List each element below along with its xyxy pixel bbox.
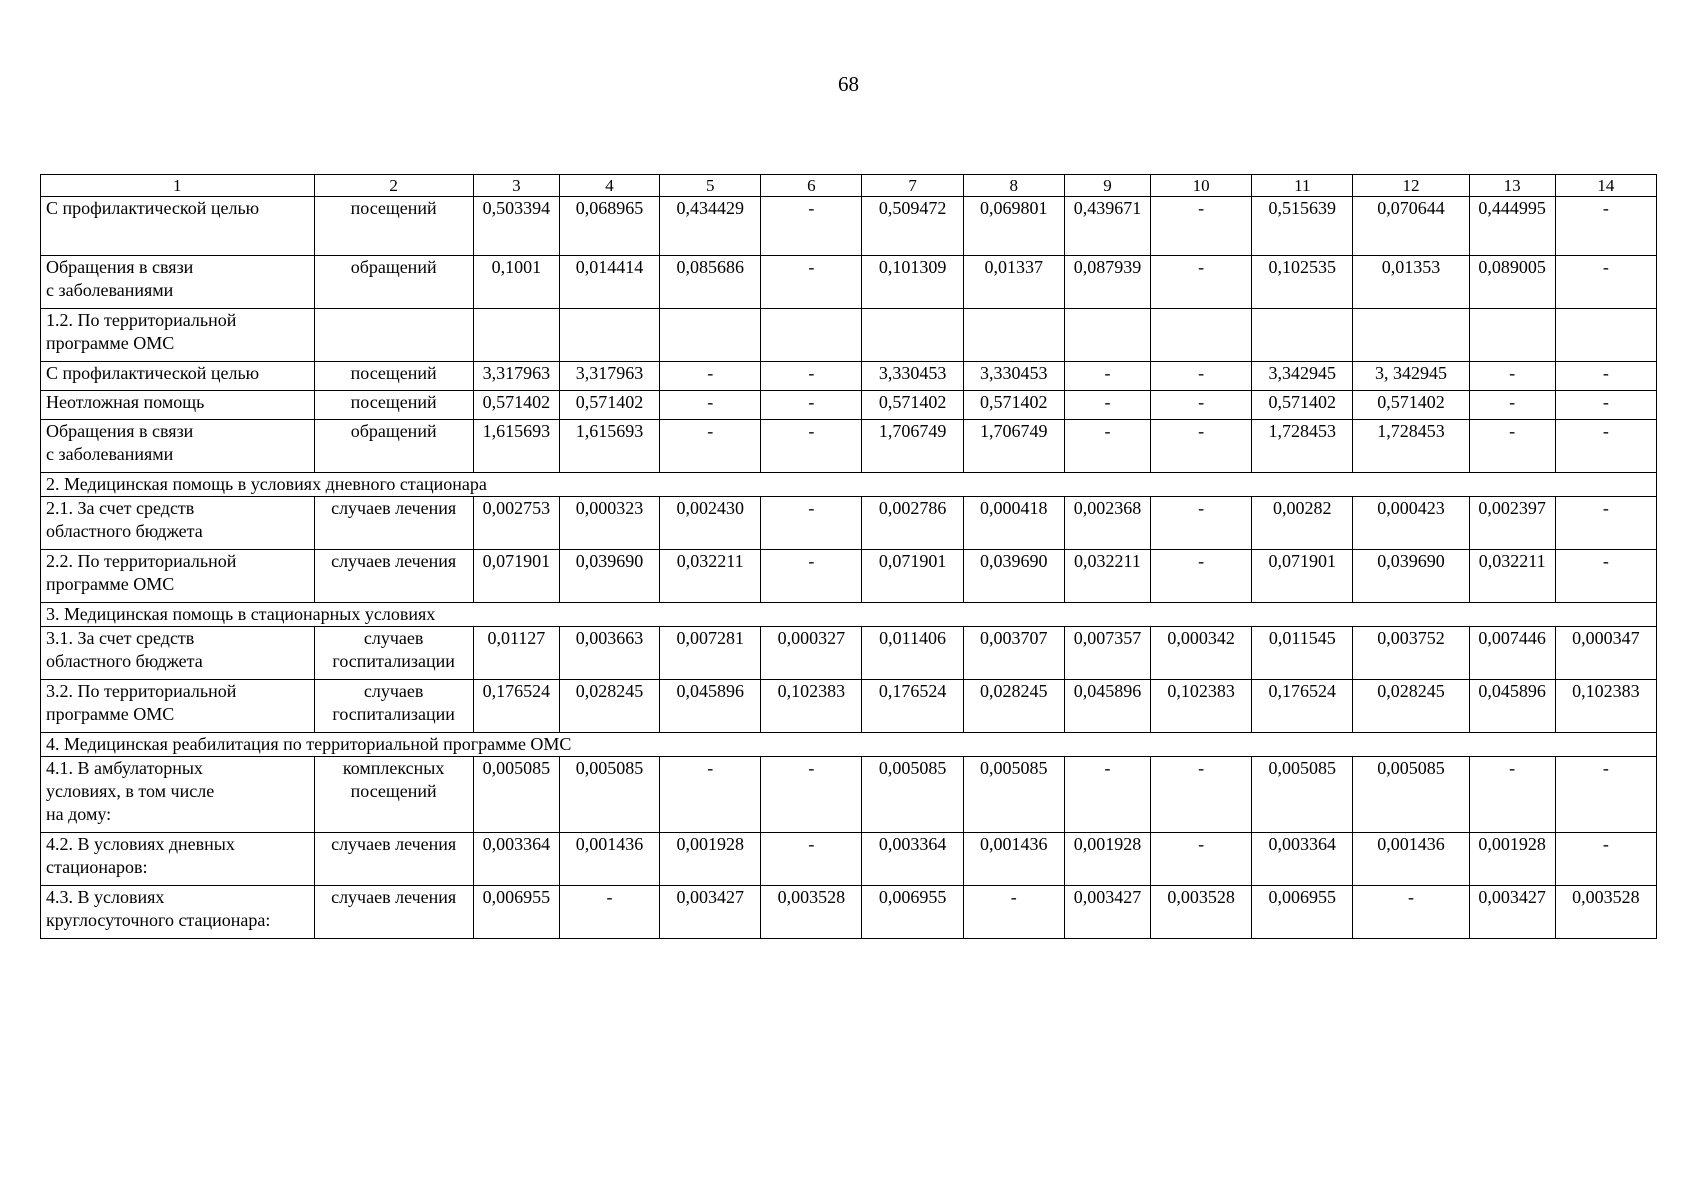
- value-cell: [1555, 309, 1656, 362]
- column-header: 4: [559, 175, 659, 197]
- value-cell: -: [761, 420, 862, 473]
- value-cell: 0,001436: [559, 833, 659, 886]
- column-header: 8: [963, 175, 1064, 197]
- value-cell: 0,014414: [559, 256, 659, 309]
- value-cell: 0,039690: [1353, 550, 1469, 603]
- unit-cell: комплексных посещений: [314, 757, 473, 833]
- value-cell: [660, 309, 761, 362]
- value-cell: 0,000418: [963, 497, 1064, 550]
- row-label: Обращения в связи с заболеваниями: [41, 420, 315, 473]
- value-cell: -: [1353, 886, 1469, 939]
- value-cell: 1,615693: [473, 420, 559, 473]
- table-row: [41, 197, 1657, 256]
- value-cell: 3,330453: [963, 362, 1064, 391]
- value-cell: -: [1151, 497, 1252, 550]
- value-cell: 0,102383: [1555, 680, 1656, 733]
- unit-cell: обращений: [314, 256, 473, 309]
- value-cell: 0,005085: [963, 757, 1064, 833]
- value-cell: -: [761, 197, 862, 256]
- value-cell: [1151, 309, 1252, 362]
- value-cell: 0,000342: [1151, 627, 1252, 680]
- value-cell: -: [559, 886, 659, 939]
- value-cell: 0,007446: [1469, 627, 1555, 680]
- value-cell: 0,102383: [761, 680, 862, 733]
- value-cell: 1,728453: [1353, 420, 1469, 473]
- value-cell: [559, 309, 659, 362]
- value-cell: 0,002430: [660, 497, 761, 550]
- unit-cell: случаев госпитализации: [314, 680, 473, 733]
- value-cell: 0,102383: [1151, 680, 1252, 733]
- column-header: 11: [1252, 175, 1353, 197]
- value-cell: 0,003707: [963, 627, 1064, 680]
- value-cell: 0,011545: [1252, 627, 1353, 680]
- value-cell: 0,571402: [1353, 391, 1469, 420]
- value-cell: 0,1001: [473, 256, 559, 309]
- value-cell: 0,089005: [1469, 256, 1555, 309]
- value-cell: -: [660, 391, 761, 420]
- value-cell: 0,005085: [559, 757, 659, 833]
- column-header: 1: [41, 175, 315, 197]
- value-cell: [1064, 309, 1150, 362]
- value-cell: 0,032211: [1469, 550, 1555, 603]
- table-row: [41, 627, 1657, 680]
- value-cell: -: [1555, 497, 1656, 550]
- value-cell: 0,571402: [559, 391, 659, 420]
- column-header: 13: [1469, 175, 1555, 197]
- unit-cell: посещений: [314, 197, 473, 256]
- value-cell: 0,028245: [963, 680, 1064, 733]
- row-label: 2.1. За счет средств областного бюджета: [41, 497, 315, 550]
- table-row: [41, 757, 1657, 833]
- row-label: 3.2. По территориальной программе ОМС: [41, 680, 315, 733]
- column-header: 7: [862, 175, 963, 197]
- value-cell: -: [761, 833, 862, 886]
- value-cell: 0,001436: [1353, 833, 1469, 886]
- value-cell: 0,001928: [660, 833, 761, 886]
- value-cell: 0,087939: [1064, 256, 1150, 309]
- value-cell: 0,005085: [473, 757, 559, 833]
- value-cell: 0,102535: [1252, 256, 1353, 309]
- section-row: [41, 473, 1657, 497]
- value-cell: [761, 309, 862, 362]
- section-title: 3. Медицинская помощь в стационарных условиях: [41, 603, 1657, 627]
- value-cell: 0,003528: [1151, 886, 1252, 939]
- value-cell: 0,176524: [1252, 680, 1353, 733]
- value-cell: 0,032211: [660, 550, 761, 603]
- value-cell: -: [1151, 550, 1252, 603]
- value-cell: 3,342945: [1252, 362, 1353, 391]
- medical-care-table: [40, 174, 1657, 939]
- value-cell: 0,571402: [473, 391, 559, 420]
- value-cell: 0,003528: [1555, 886, 1656, 939]
- value-cell: -: [1151, 197, 1252, 256]
- value-cell: 0,071901: [473, 550, 559, 603]
- value-cell: 0,00282: [1252, 497, 1353, 550]
- value-cell: 0,071901: [862, 550, 963, 603]
- value-cell: 0,045896: [660, 680, 761, 733]
- value-cell: 0,000347: [1555, 627, 1656, 680]
- value-cell: -: [1555, 362, 1656, 391]
- unit-cell: случаев лечения: [314, 497, 473, 550]
- value-cell: -: [1469, 757, 1555, 833]
- value-cell: 3,317963: [559, 362, 659, 391]
- value-cell: 0,007281: [660, 627, 761, 680]
- value-cell: 0,003364: [862, 833, 963, 886]
- row-label: 4.3. В условиях круглосуточного стационара:: [41, 886, 315, 939]
- value-cell: -: [1151, 391, 1252, 420]
- value-cell: -: [1555, 833, 1656, 886]
- value-cell: -: [1555, 256, 1656, 309]
- unit-cell: [314, 309, 473, 362]
- value-cell: -: [660, 362, 761, 391]
- table-row: [41, 309, 1657, 362]
- column-header: 9: [1064, 175, 1150, 197]
- section-title: 4. Медицинская реабилитация по территориальной программе ОМС: [41, 733, 1657, 757]
- value-cell: 0,005085: [1353, 757, 1469, 833]
- column-header: 10: [1151, 175, 1252, 197]
- value-cell: -: [1151, 833, 1252, 886]
- value-cell: -: [761, 757, 862, 833]
- value-cell: -: [761, 550, 862, 603]
- value-cell: 3,317963: [473, 362, 559, 391]
- value-cell: 0,006955: [862, 886, 963, 939]
- value-cell: 0,571402: [1252, 391, 1353, 420]
- value-cell: 0,000423: [1353, 497, 1469, 550]
- row-label: 4.1. В амбулаторных условиях, в том числе на дому:: [41, 757, 315, 833]
- value-cell: 0,045896: [1469, 680, 1555, 733]
- table-row: [41, 497, 1657, 550]
- value-cell: 0,001928: [1064, 833, 1150, 886]
- value-cell: -: [761, 256, 862, 309]
- table-row: [41, 680, 1657, 733]
- unit-cell: посещений: [314, 391, 473, 420]
- table-row: [41, 391, 1657, 420]
- table-row: [41, 362, 1657, 391]
- value-cell: 0,028245: [1353, 680, 1469, 733]
- unit-cell: случаев госпитализации: [314, 627, 473, 680]
- column-header: 2: [314, 175, 473, 197]
- value-cell: 0,571402: [963, 391, 1064, 420]
- value-cell: 0,045896: [1064, 680, 1150, 733]
- value-cell: 0,006955: [473, 886, 559, 939]
- value-cell: 0,003427: [660, 886, 761, 939]
- value-cell: 0,515639: [1252, 197, 1353, 256]
- value-cell: -: [1064, 420, 1150, 473]
- value-cell: 0,003427: [1064, 886, 1150, 939]
- value-cell: 0,011406: [862, 627, 963, 680]
- value-cell: 0,000323: [559, 497, 659, 550]
- value-cell: -: [1151, 256, 1252, 309]
- value-cell: 0,003663: [559, 627, 659, 680]
- value-cell: -: [761, 497, 862, 550]
- value-cell: -: [761, 391, 862, 420]
- value-cell: 0,005085: [1252, 757, 1353, 833]
- value-cell: 0,085686: [660, 256, 761, 309]
- unit-cell: случаев лечения: [314, 550, 473, 603]
- value-cell: 0,032211: [1064, 550, 1150, 603]
- row-label: Обращения в связи с заболеваниями: [41, 256, 315, 309]
- section-row: [41, 733, 1657, 757]
- value-cell: 0,434429: [660, 197, 761, 256]
- value-cell: -: [1151, 420, 1252, 473]
- value-cell: 0,007357: [1064, 627, 1150, 680]
- section-row: [41, 603, 1657, 627]
- value-cell: -: [1064, 757, 1150, 833]
- row-label: Неотложная помощь: [41, 391, 315, 420]
- value-cell: 0,028245: [559, 680, 659, 733]
- value-cell: -: [1555, 550, 1656, 603]
- value-cell: 0,003427: [1469, 886, 1555, 939]
- column-header: 3: [473, 175, 559, 197]
- value-cell: 0,509472: [862, 197, 963, 256]
- column-header: 12: [1353, 175, 1469, 197]
- value-cell: 0,003364: [1252, 833, 1353, 886]
- row-label: С профилактической целью: [41, 362, 315, 391]
- column-header: 6: [761, 175, 862, 197]
- value-cell: 0,439671: [1064, 197, 1150, 256]
- page-number: 68: [838, 72, 859, 96]
- value-cell: 0,01127: [473, 627, 559, 680]
- value-cell: -: [1469, 420, 1555, 473]
- value-cell: -: [1555, 757, 1656, 833]
- value-cell: 1,615693: [559, 420, 659, 473]
- table-body: [41, 197, 1657, 939]
- value-cell: 3, 342945: [1353, 362, 1469, 391]
- value-cell: [1252, 309, 1353, 362]
- column-header: 14: [1555, 175, 1656, 197]
- value-cell: 0,001436: [963, 833, 1064, 886]
- value-cell: 0,070644: [1353, 197, 1469, 256]
- value-cell: 0,003528: [761, 886, 862, 939]
- value-cell: 0,068965: [559, 197, 659, 256]
- value-cell: 0,003752: [1353, 627, 1469, 680]
- value-cell: 0,571402: [862, 391, 963, 420]
- value-cell: [963, 309, 1064, 362]
- value-cell: 0,000327: [761, 627, 862, 680]
- header-row: [41, 175, 1657, 197]
- column-header: 5: [660, 175, 761, 197]
- value-cell: -: [1151, 362, 1252, 391]
- value-cell: 0,002753: [473, 497, 559, 550]
- row-label: 3.1. За счет средств областного бюджета: [41, 627, 315, 680]
- unit-cell: посещений: [314, 362, 473, 391]
- value-cell: 0,002368: [1064, 497, 1150, 550]
- value-cell: 0,039690: [963, 550, 1064, 603]
- value-cell: 1,706749: [963, 420, 1064, 473]
- value-cell: 0,176524: [473, 680, 559, 733]
- value-cell: -: [1064, 362, 1150, 391]
- value-cell: [1469, 309, 1555, 362]
- value-cell: -: [1151, 757, 1252, 833]
- value-cell: 0,001928: [1469, 833, 1555, 886]
- value-cell: -: [1469, 391, 1555, 420]
- value-cell: -: [1469, 362, 1555, 391]
- table-row: [41, 550, 1657, 603]
- value-cell: -: [1555, 197, 1656, 256]
- unit-cell: случаев лечения: [314, 833, 473, 886]
- unit-cell: обращений: [314, 420, 473, 473]
- row-label: 4.2. В условиях дневных стационаров:: [41, 833, 315, 886]
- value-cell: 0,01353: [1353, 256, 1469, 309]
- value-cell: -: [660, 757, 761, 833]
- value-cell: [1353, 309, 1469, 362]
- value-cell: [473, 309, 559, 362]
- table-row: [41, 833, 1657, 886]
- row-label: 1.2. По территориальной программе ОМС: [41, 309, 315, 362]
- value-cell: 3,330453: [862, 362, 963, 391]
- value-cell: 0,01337: [963, 256, 1064, 309]
- value-cell: -: [761, 362, 862, 391]
- section-title: 2. Медицинская помощь в условиях дневного стационара: [41, 473, 1657, 497]
- value-cell: 0,002397: [1469, 497, 1555, 550]
- value-cell: 0,039690: [559, 550, 659, 603]
- value-cell: 0,101309: [862, 256, 963, 309]
- value-cell: -: [1555, 420, 1656, 473]
- value-cell: -: [1555, 391, 1656, 420]
- value-cell: -: [660, 420, 761, 473]
- value-cell: 0,071901: [1252, 550, 1353, 603]
- unit-cell: случаев лечения: [314, 886, 473, 939]
- value-cell: -: [963, 886, 1064, 939]
- value-cell: 0,176524: [862, 680, 963, 733]
- row-label: 2.2. По территориальной программе ОМС: [41, 550, 315, 603]
- table-row: [41, 256, 1657, 309]
- value-cell: 0,003364: [473, 833, 559, 886]
- value-cell: 0,005085: [862, 757, 963, 833]
- table-row: [41, 886, 1657, 939]
- row-label: С профилактической целью: [41, 197, 315, 256]
- value-cell: [862, 309, 963, 362]
- value-cell: -: [1064, 391, 1150, 420]
- value-cell: 0,002786: [862, 497, 963, 550]
- table-row: [41, 420, 1657, 473]
- value-cell: 1,706749: [862, 420, 963, 473]
- value-cell: 0,006955: [1252, 886, 1353, 939]
- value-cell: 0,069801: [963, 197, 1064, 256]
- value-cell: 0,444995: [1469, 197, 1555, 256]
- value-cell: 1,728453: [1252, 420, 1353, 473]
- value-cell: 0,503394: [473, 197, 559, 256]
